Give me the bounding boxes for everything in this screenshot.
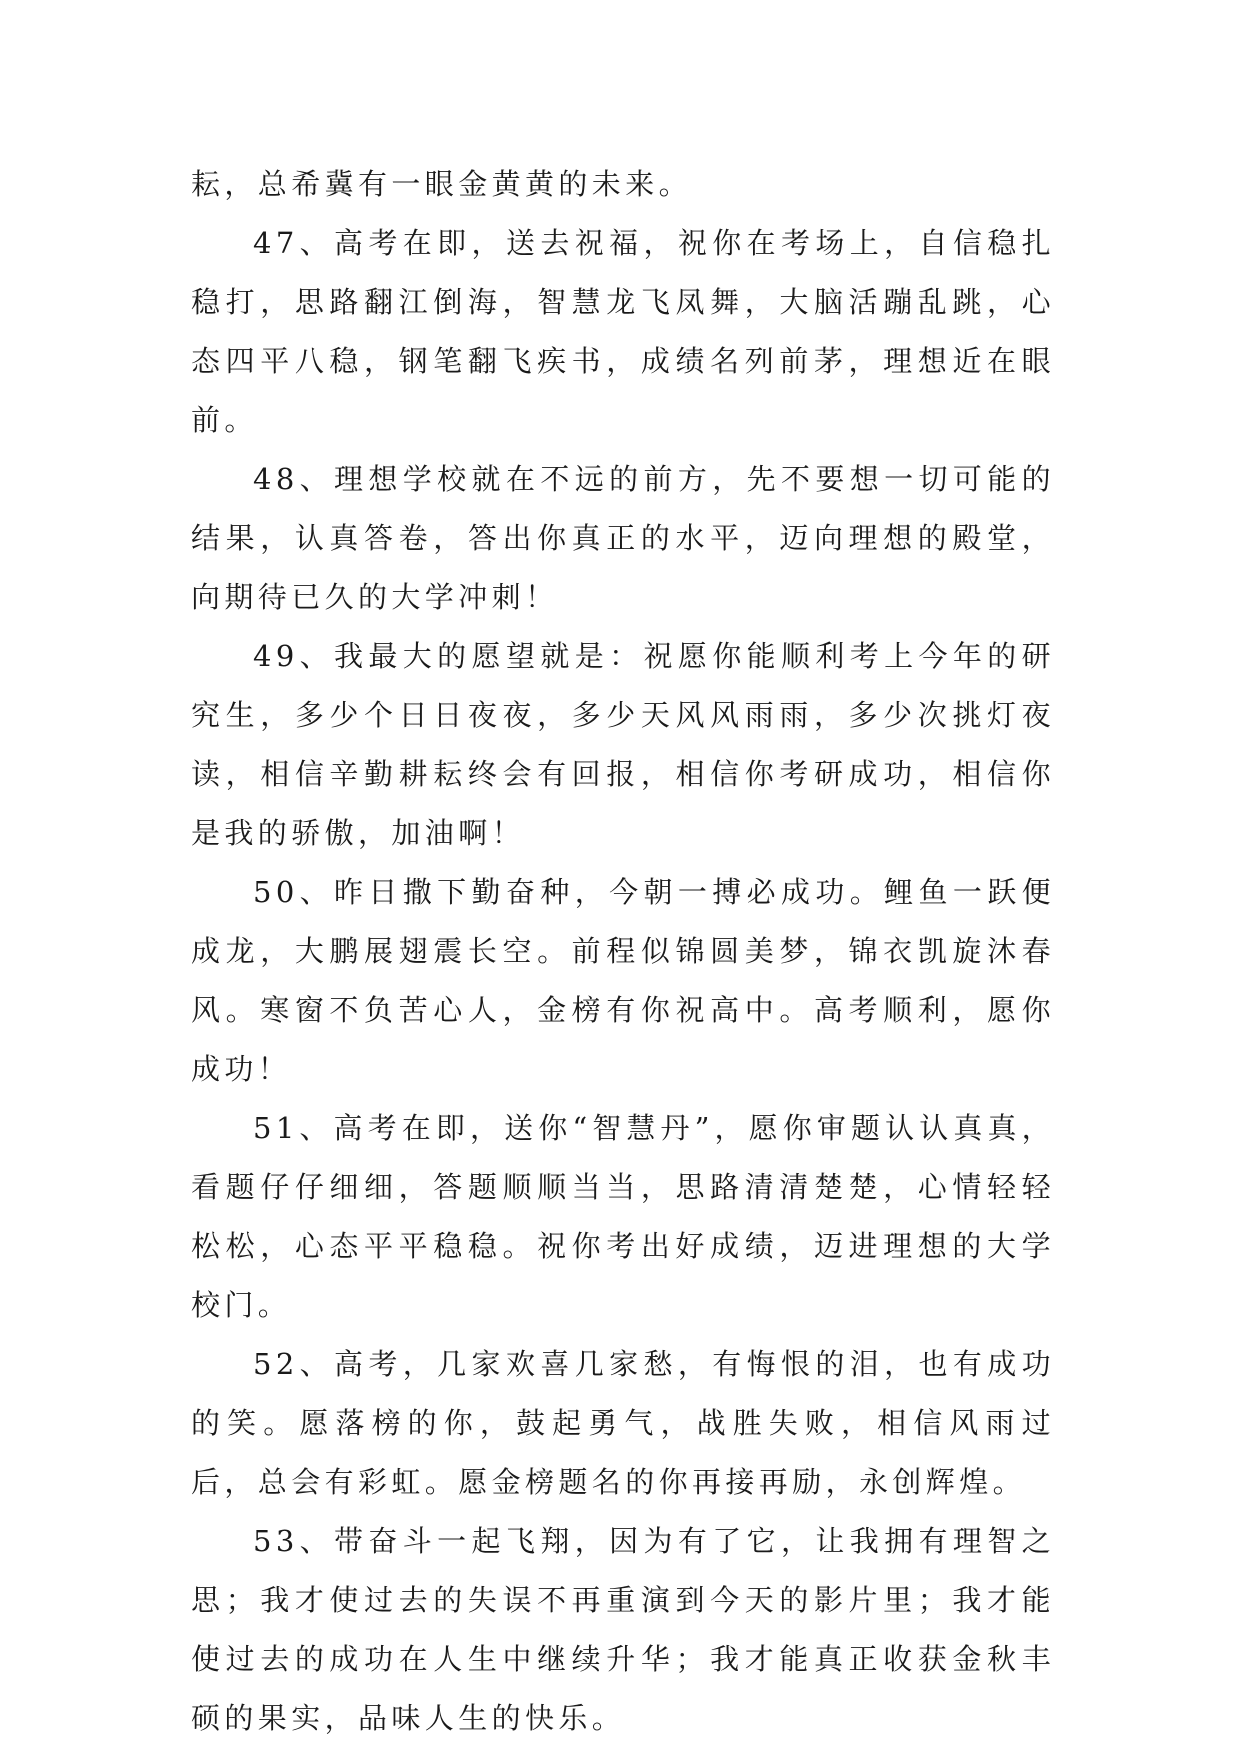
paragraph-50: 50、昨日撒下勤奋种，今朝一搏必成功。鲤鱼一跃便成龙，大鹏展翅震长空。前程似锦圆美梦，锦衣凯旋沐春风。寒窗不负苦心人，金榜有你祝高中。高考顺利，愿你成功！ [191, 875, 1055, 1086]
document-body [191, 155, 1055, 1748]
paragraph-47: 47、高考在即，送去祝福，祝你在考场上，自信稳扎稳打，思路翻江倒海，智慧龙飞凤舞，大脑活蹦乱跳，心态四平八稳，钢笔翻飞疾书，成绩名列前茅，理想近在眼前。 [191, 226, 1055, 437]
paragraph-51: 51、高考在即，送你“智慧丹”，愿你审题认认真真，看题仔仔细细，答题顺顺当当，思路清清楚楚，心情轻轻松松，心态平平稳稳。祝你考出好成绩，迈进理想的大学校门。 [191, 1111, 1055, 1322]
paragraph-49: 49、我最大的愿望就是：祝愿你能顺利考上今年的研究生，多少个日日夜夜，多少天风风雨雨，多少次挑灯夜读，相信辛勤耕耘终会有回报，相信你考研成功，相信你是我的骄傲，加油啊！ [191, 639, 1055, 850]
paragraph-52: 52、高考，几家欢喜几家愁，有悔恨的泪，也有成功的笑。愿落榜的你，鼓起勇气，战胜失败，相信风雨过后，总会有彩虹。愿金榜题名的你再接再励，永创辉煌。 [191, 1347, 1055, 1499]
paragraph-48: 48、理想学校就在不远的前方，先不要想一切可能的结果，认真答卷，答出你真正的水平，迈向理想的殿堂，向期待已久的大学冲刺！ [191, 462, 1055, 614]
paragraph-continuation: 耘，总希冀有一眼金黄黄的未来。 [191, 167, 693, 201]
paragraph-53: 53、带奋斗一起飞翔，因为有了它，让我拥有理智之思；我才使过去的失误不再重演到今天的影片里；我才能使过去的成功在人生中继续升华；我才能真正收获金秋丰硕的果实，品味人生的快乐。 [191, 1524, 1055, 1735]
